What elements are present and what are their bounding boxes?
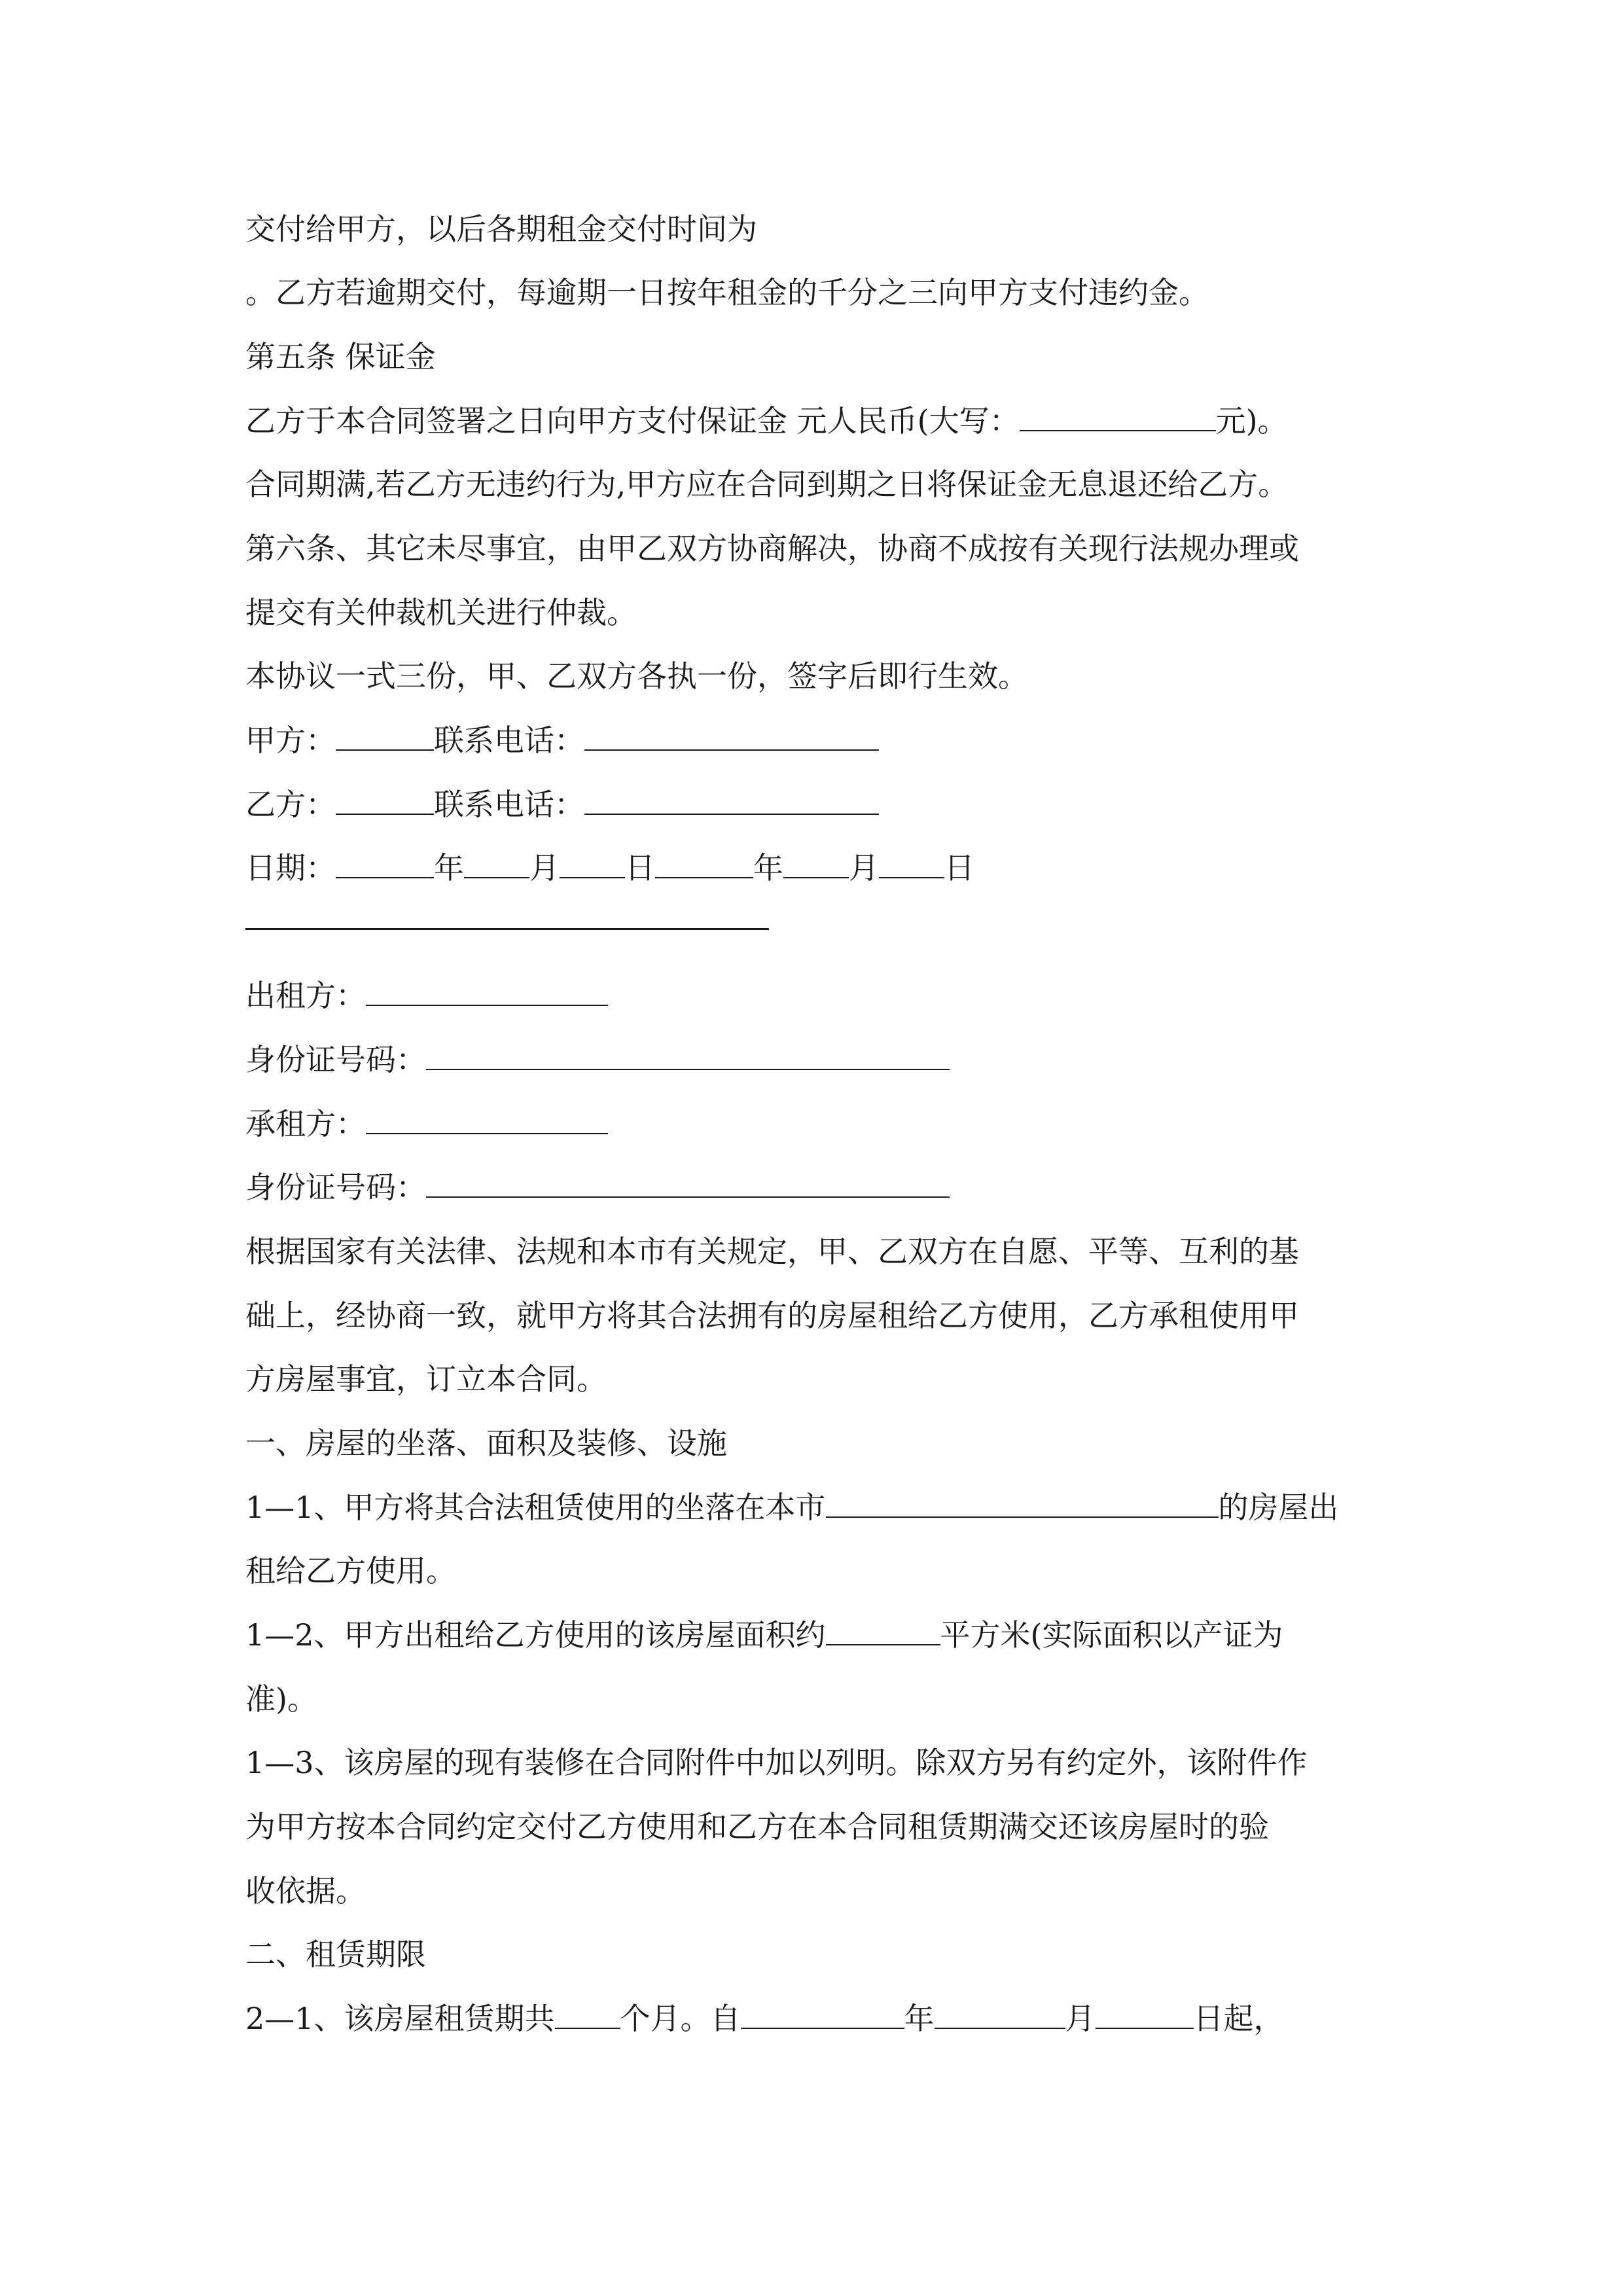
- start-day-blank[interactable]: [1096, 2001, 1194, 2029]
- clause-1-1: [245, 1488, 1397, 1527]
- text: 身份证号码：: [245, 1170, 426, 1205]
- text: 年: [904, 2001, 935, 2036]
- clause-2-1: [245, 1999, 1397, 2038]
- text: 乙方于本合同签署之日向甲方支付保证金 元人民币(大写：: [245, 403, 1020, 439]
- text-line-16: [245, 1232, 1397, 1271]
- text-line-2: [245, 273, 1397, 312]
- text: 承租方：: [245, 1106, 366, 1141]
- text: 第五条 保证金: [245, 339, 436, 374]
- lessee-line: [245, 1104, 1397, 1143]
- lessor-id-line: [245, 1040, 1397, 1079]
- text-line-18: [245, 1359, 1397, 1399]
- clause-1-3: [245, 1743, 1397, 1782]
- text: 元)。: [1215, 403, 1288, 439]
- lessor-id-blank[interactable]: [426, 1043, 950, 1070]
- text: 根据国家有关法律、法规和本市有关规定，甲、乙双方在自愿、平等、互利的基: [245, 1234, 1299, 1269]
- address-blank[interactable]: [826, 1490, 1219, 1518]
- text: 联系电话：: [434, 723, 584, 758]
- date-blank[interactable]: [560, 851, 625, 878]
- lessee-id-line: [245, 1168, 1397, 1207]
- text: 出租方：: [245, 978, 366, 1013]
- party-b-line: [245, 785, 1397, 824]
- months-blank[interactable]: [555, 2001, 620, 2029]
- text: 合同期满,若乙方无违约行为,甲方应在合同到期之日将保证金无息退还给乙方。: [245, 467, 1289, 502]
- date-blank[interactable]: [783, 851, 849, 878]
- party-b-blank[interactable]: [336, 787, 434, 815]
- party-a-blank[interactable]: [336, 723, 434, 751]
- clause-1-2: [245, 1615, 1397, 1655]
- text: 1—1、甲方将其合法租赁使用的坐落在本市: [245, 1490, 826, 1525]
- text-line-23: [245, 1679, 1397, 1719]
- text: 租给乙方使用。: [245, 1553, 456, 1588]
- text: 日期：: [245, 850, 336, 886]
- area-blank[interactable]: [826, 1618, 940, 1645]
- date-blank[interactable]: [464, 851, 529, 878]
- text: 的房屋出: [1218, 1490, 1339, 1525]
- text: 收依据。: [245, 1873, 366, 1909]
- text: 方房屋事宜，订立本合同。: [245, 1361, 607, 1397]
- text: 日: [625, 850, 655, 886]
- text: 个月。自: [620, 2001, 741, 2036]
- party-b-phone-blank[interactable]: [584, 787, 879, 815]
- lessor-line: [245, 976, 1397, 1015]
- text: 提交有关仲裁机关进行仲裁。: [245, 595, 637, 630]
- text: 本协议一式三份，甲、乙双方各执一份，签字后即行生效。: [245, 658, 1028, 694]
- fill-blank[interactable]: [1020, 404, 1216, 431]
- text: 日: [944, 850, 974, 886]
- text-line-17: [245, 1296, 1397, 1335]
- text-line-5: [245, 465, 1397, 504]
- text: 。乙方若逾期交付，每逾期一日按年租金的千分之三向甲方支付违约金。: [245, 275, 1209, 310]
- separator-line: [245, 928, 769, 930]
- text: 1—3、该房屋的现有装修在合同附件中加以列明。除双方另有约定外，该附件作: [245, 1745, 1308, 1780]
- text-line-4: [245, 401, 1397, 440]
- text-line-7: [245, 593, 1397, 632]
- text-line-25: [245, 1807, 1397, 1846]
- lessee-blank[interactable]: [366, 1107, 608, 1134]
- text: 一、房屋的坐落、面积及装修、设施: [245, 1426, 727, 1461]
- text-line-6: [245, 529, 1397, 568]
- text: 月: [1065, 2001, 1096, 2036]
- text: 准)。: [245, 1681, 317, 1717]
- party-a-line: [245, 721, 1397, 760]
- lessee-id-blank[interactable]: [426, 1170, 950, 1198]
- text-line-21: [245, 1551, 1397, 1590]
- section-heading-2: [245, 1935, 1397, 1974]
- text: 2—1、该房屋租赁期共: [245, 2001, 555, 2036]
- text: 为甲方按本合同约定交付乙方使用和乙方在本合同租赁期满交还该房屋时的验: [245, 1809, 1269, 1844]
- date-line: [245, 848, 1397, 888]
- text-line-26: [245, 1871, 1397, 1910]
- party-a-phone-blank[interactable]: [584, 723, 879, 751]
- text-line-1: [245, 209, 1397, 249]
- text: 1—2、甲方出租给乙方使用的该房屋面积约: [245, 1617, 826, 1653]
- text: 平方米(实际面积以产证为: [940, 1617, 1283, 1653]
- date-blank[interactable]: [655, 851, 753, 878]
- section-heading-5: [245, 337, 1397, 376]
- text: 第六条、其它未尽事宜，由甲乙双方协商解决，协商不成按有关现行法规办理或: [245, 531, 1299, 566]
- start-year-blank[interactable]: [741, 2001, 904, 2029]
- start-month-blank[interactable]: [935, 2001, 1065, 2029]
- text: 日起，: [1193, 2001, 1284, 2036]
- text-line-8: [245, 656, 1397, 696]
- text: 月: [529, 850, 560, 886]
- text: 交付给甲方，以后各期租金交付时间为: [245, 211, 757, 247]
- text: 年: [434, 850, 464, 886]
- date-blank[interactable]: [879, 851, 944, 878]
- text: 身份证号码：: [245, 1042, 426, 1077]
- text: 联系电话：: [434, 787, 584, 822]
- lessor-blank[interactable]: [366, 978, 608, 1006]
- text: 月: [849, 850, 879, 886]
- text: 甲方：: [245, 723, 336, 758]
- text: 二、租赁期限: [245, 1937, 426, 1972]
- section-heading-1: [245, 1424, 1397, 1463]
- date-blank[interactable]: [336, 851, 434, 878]
- text: 年: [753, 850, 783, 886]
- text: 础上，经协商一致，就甲方将其合法拥有的房屋租给乙方使用，乙方承租使用甲: [245, 1298, 1299, 1333]
- text: 乙方：: [245, 787, 336, 822]
